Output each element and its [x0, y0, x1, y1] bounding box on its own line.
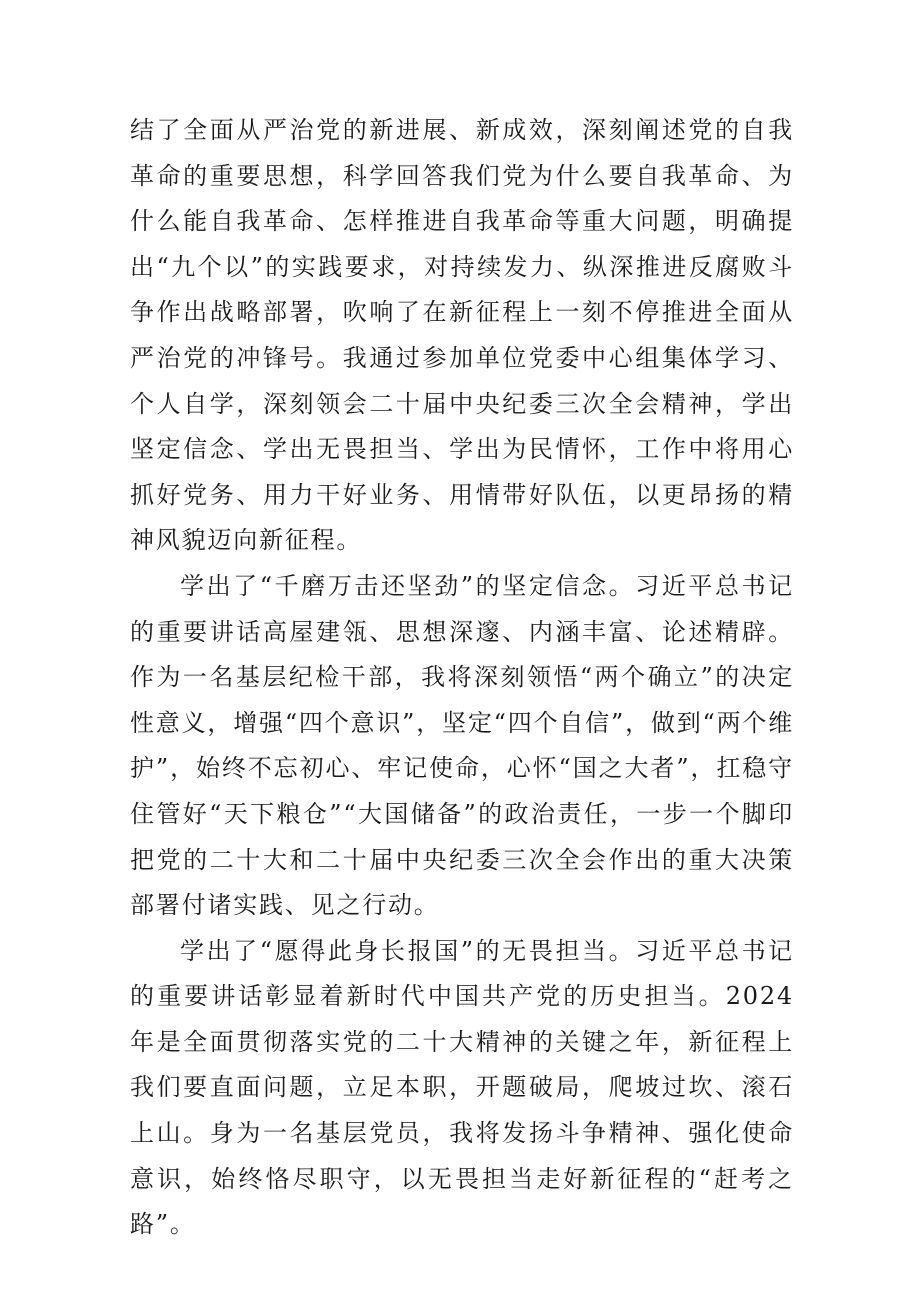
- paragraph-fearless-responsibility: 学出了“愿得此身长报国”的无畏担当。习近平总书记的重要讲话彰显着新时代中国共产党的历史担当。2024 年是全面贯彻落实党的二十大精神的关键之年，新征程上我们要直面问题，立足本职，开题破局，爬坡过坎、滚石上山。身为一名基层党员，我将发扬斗争精神、强化使命意识，始终恪尽职守，以无畏担当走好新征程的“赶考之路”。: [130, 936, 794, 1239]
- paragraph-firm-belief: 学出了“千磨万击还坚劲”的坚定信念。习近平总书记的重要讲话高屋建瓴、思想深邃、内涵丰富、论述精辟。作为一名基层纪检干部，我将深刻领悟“两个确立”的决定性意义，增强“四个意识”，坚定“四个自信”，做到“两个维护”，始终不忘初心、牢记使命，心怀“国之大者”，扛稳守住管好“天下粮仓”“大国储备”的政治责任，一步一个脚印把党的二十大和二十届中央纪委三次全会作出的重大决策部署付诸实践、见之行动。: [130, 571, 794, 920]
- document-body: [130, 108, 794, 1248]
- paragraph-continued: 结了全面从严治党的新进展、新成效，深刻阐述党的自我革命的重要思想，科学回答我们党为什么要自我革命、为什么能自我革命、怎样推进自我革命等重大问题，明确提出“九个以”的实践要求，对持续发力、纵深推进反腐败斗争作出战略部署，吹响了在新征程上一刻不停推进全面从严治党的冲锋号。我通过参加单位党委中心组集体学习、个人自学，深刻领会二十届中央纪委三次全会精神，学出坚定信念、学出无畏担当、学出为民情怀，工作中将用心抓好党务、用力干好业务、用情带好队伍，以更昂扬的精神风貌迈向新征程。: [130, 116, 794, 555]
